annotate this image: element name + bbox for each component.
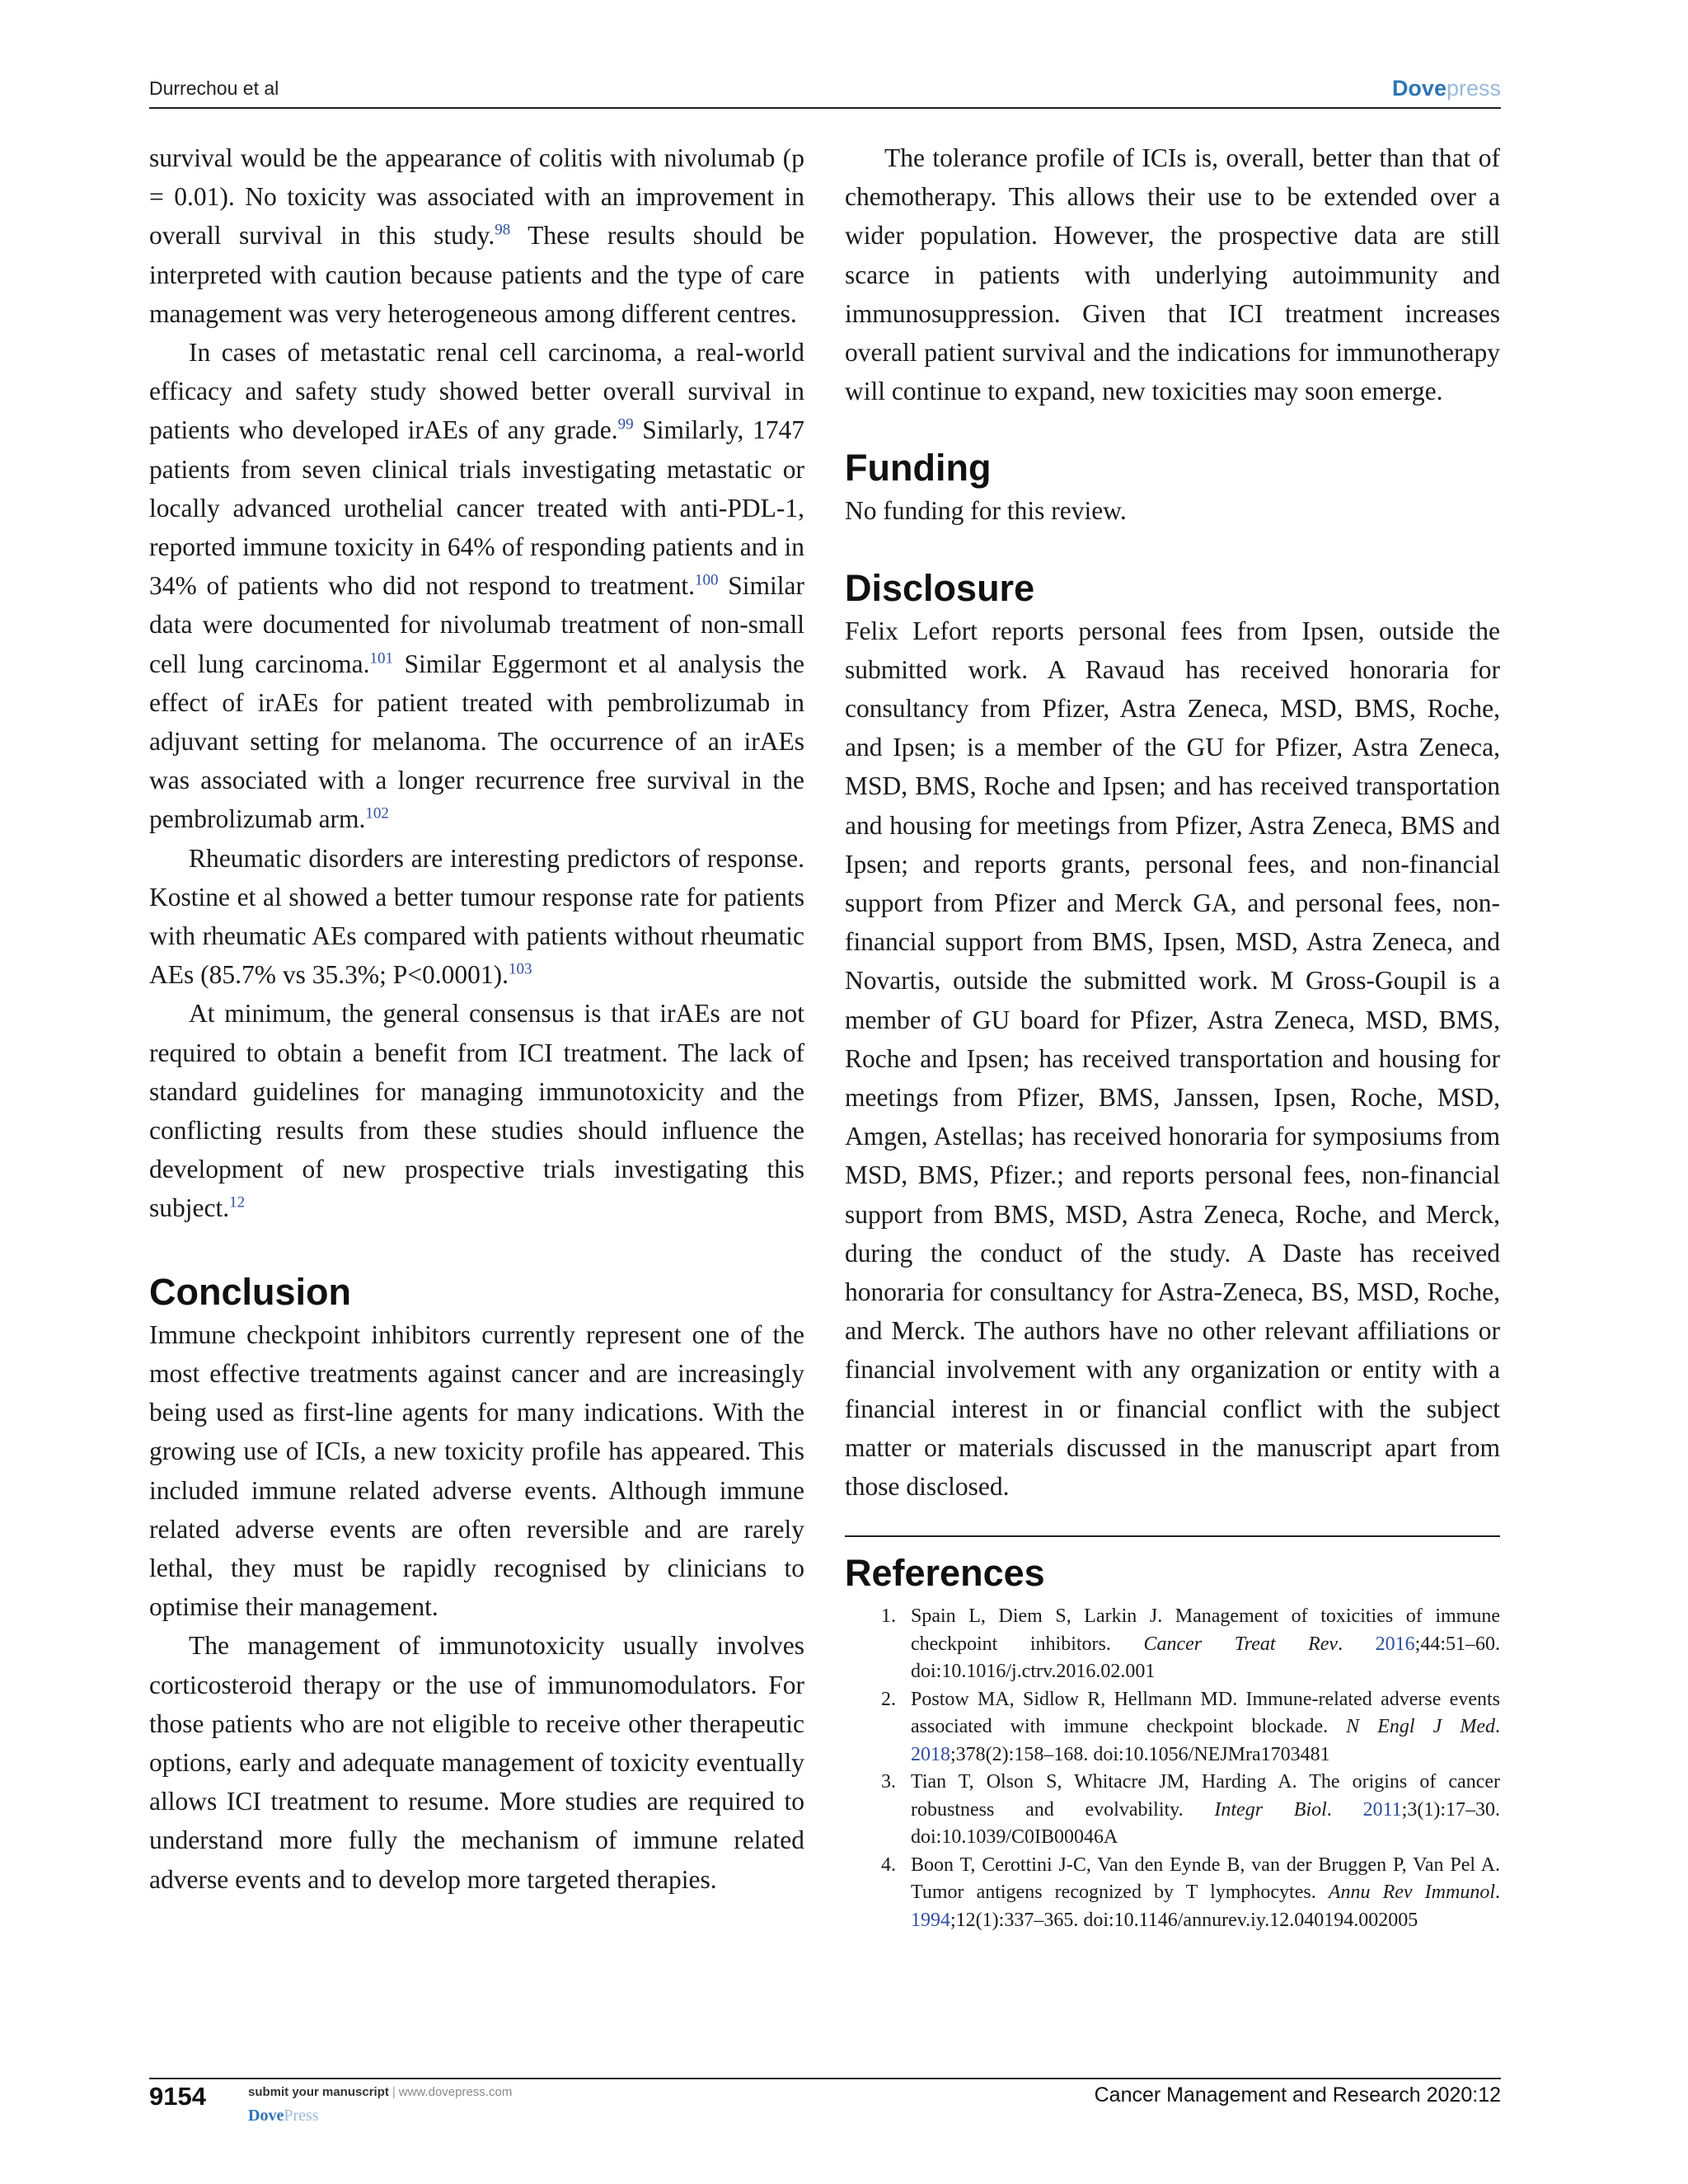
- paragraph: The management of immunotoxicity usually involves corticosteroid therapy or the use of immunomodulators. For those patients who are not eligible to receive other therapeutic options, early and adequate management of toxicity eventually allows ICI treatment to resume. More studies are required to understand more fully the mechanism of immune related adverse events and to develop more targeted therapies.: [149, 1631, 804, 1894]
- section-heading-funding: Funding: [845, 447, 992, 490]
- paragraph: At minimum, the general consensus is that irAEs are not required to obtain a benefit from ICI treatment. The lack of standard guidelines for managing immunotoxicity and the conflicting results from these studies should influence the development of new prospective trials investigating this subject.$^{12}$: [149, 999, 804, 1223]
- section-heading-disclosure: Disclosure: [845, 566, 1035, 609]
- paragraph: survival would be the appearance of colitis with nivolumab (p = 0.01). No toxicity was associated with an improvement in overall survival in this study.$^{98}$ These results should be interpreted with caution because patients and the type of care management was very heterogeneous among different centres.: [149, 143, 804, 328]
- citation-link[interactable]: 103: [509, 960, 532, 978]
- citation-link[interactable]: 99: [617, 415, 634, 434]
- page-footer: [149, 2075, 1501, 2141]
- right-column: [845, 138, 1500, 1934]
- running-head-authors: Durrechou et al: [149, 77, 279, 99]
- paragraph: Immune checkpoint inhibitors currently represent one of the most effective treatments against cancer and are increasingly being used as first-line agents for many indications. With the growing use of ICIs, a new toxicity profile has appeared. This included immune related adverse events. Although immune related adverse events are often reversible and are rarely lethal, they must be rapidly recognised by clinicians to optimise their management.: [149, 1319, 804, 1622]
- paragraph: Rheumatic disorders are interesting predictors of response. Kostine et al showed a better tumour response rate for patients with rheumatic AEs compared with patients without rheumatic AEs (85.7% vs 35.3%; P<0.0001).$^{103}$: [149, 843, 804, 990]
- citation-link[interactable]: 100: [694, 571, 719, 589]
- reference-year-link[interactable]: 1994: [911, 1909, 950, 1931]
- citation-link[interactable]: 102: [365, 804, 389, 823]
- paragraph: No funding for this review.: [845, 496, 1127, 526]
- submit-manuscript-link[interactable]: submit your manuscript | www.dovepress.com: [248, 2085, 513, 2099]
- journal-name: Annu Rev Immunol: [1328, 1882, 1495, 1904]
- journal-name: Cancer Treat Rev: [1143, 1633, 1339, 1655]
- reference-item: 1. Spain L, Diem S, Larkin J. Management of toxicities of immune checkpoint inhibitors. Cancer Treat Rev. 2016;44:51–60. doi:10.1016/j.ctrv.2016.02.001: [845, 1603, 1500, 1686]
- paragraph: The tolerance profile of ICIs is, overall, better than that of chemotherapy. This allows their use to be extended over a wider population. However, the prospective data are still scarce in patients with underlying autoimmunity and immunosuppression. Given that ICI treatment increases overall patient survival and the indications for immunotherapy will continue to expand, new toxicities may soon emerge.: [845, 143, 1500, 406]
- reference-number: 2.: [881, 1688, 896, 1710]
- paragraph: In cases of metastatic renal cell carcinoma, a real-world efficacy and safety study showed better overall survival in patients who developed irAEs of any grade.$^{99}$ Similarly, 1747 patients from seven clinical trials investigating metastatic or locally advanced urothelial cancer treated with anti-PDL-1, reported immune toxicity in 64% of responding patients and in 34% of patients who did not respond to treatment.$^{100}$ Similar data were documented for nivolumab treatment of non-small cell lung carcinoma.$^{101}$ Similar Eggermont et al analysis the effect of irAEs for patient treated with pembrolizumab in adjuvant setting for melanoma. The occurrence of an irAEs was associated with a longer recurrence free survival in the pembrolizumab arm.$^{102}$: [149, 338, 805, 834]
- reference-year-link[interactable]: 2018: [911, 1743, 950, 1765]
- dovepress-footer-logo[interactable]: DovePress: [248, 2107, 319, 2125]
- running-header: [149, 76, 1501, 109]
- reference-item: 4. Boon T, Cerottini J-C, Van den Eynde B, van der Bruggen P, Van Pel A. Tumor antigens recognized by T lymphocytes. Annu Rev Immunol. 1994;12(1):337–365. doi:10.1146/annurev.iy.12.040194.002005: [845, 1852, 1500, 1935]
- journal-name: N Engl J Med: [1346, 1716, 1495, 1738]
- section-heading-conclusion: Conclusion: [149, 1270, 351, 1313]
- journal-citation: Cancer Management and Research 2020:12: [1094, 2083, 1501, 2107]
- reference-number: 3.: [881, 1771, 896, 1793]
- reference-year-link[interactable]: 2011: [1362, 1798, 1402, 1821]
- citation-link[interactable]: 98: [495, 221, 511, 239]
- reference-list: [845, 1603, 1500, 1934]
- reference-number: 1.: [881, 1605, 896, 1628]
- references-rule: [845, 1535, 1500, 1537]
- page-number: 9154: [149, 2082, 206, 2111]
- section-heading-references: References: [845, 1552, 1045, 1595]
- paragraph: Felix Lefort reports personal fees from Ipsen, outside the submitted work. A Ravaud has received honoraria for consultancy from Pfizer, Astra Zeneca, MSD, BMS, Roche, and Ipsen; is a member of the GU for Pfizer, Astra Zeneca, MSD, BMS, Roche and Ipsen; and has received transportation and housing for meetings from Pfizer, Astra Zeneca, BMS and Ipsen; and reports grants, personal fees, and non-financial support from Pfizer and Merck GA, and personal fees, non-financial support from BMS, Ipsen, MSD, Astra Zeneca, and Novartis, outside the submitted work. M Gross-Goupil is a member of GU board for Pfizer, Astra Zeneca, MSD, BMS, Roche and Ipsen; has received transportation and housing for meetings from Pfizer, BMS, Janssen, Ipsen, Roche, MSD, Amgen, Astellas; has received honoraria for symposiums from MSD, BMS, Pfizer.; and reports personal fees, non-financial support from BMS, MSD, Astra Zeneca, Roche, and Merck, during the conduct of the study. A Daste has received honoraria for consultancy for Astra-Zeneca, BS, MSD, Roche, and Merck. The authors have no other relevant affiliations or financial involvement with any organization or entity with a financial interest in or financial conflict with the subject matter or materials discussed in the manuscript apart from those disclosed.: [845, 616, 1500, 1502]
- header-rule: [149, 107, 1501, 109]
- reference-number: 4.: [881, 1854, 896, 1876]
- reference-item: 2. Postow MA, Sidlow R, Hellmann MD. Immune-related adverse events associated with immune checkpoint blockade. N Engl J Med. 2018;378(2):158–168. doi:10.1056/NEJMra1703481: [845, 1686, 1500, 1769]
- reference-year-link[interactable]: 2016: [1375, 1633, 1415, 1655]
- citation-link[interactable]: 101: [369, 649, 393, 668]
- left-column: [149, 138, 804, 1899]
- dovepress-logo[interactable]: Dovepress: [1391, 76, 1501, 101]
- citation-link[interactable]: 12: [229, 1193, 246, 1212]
- journal-name: Integr Biol: [1214, 1798, 1327, 1821]
- reference-item: 3. Tian T, Olson S, Whitacre JM, Harding A. The origins of cancer robustness and evolvability. Integr Biol. 2011;3(1):17–30. doi:10.1039/C0IB00046A: [845, 1769, 1500, 1852]
